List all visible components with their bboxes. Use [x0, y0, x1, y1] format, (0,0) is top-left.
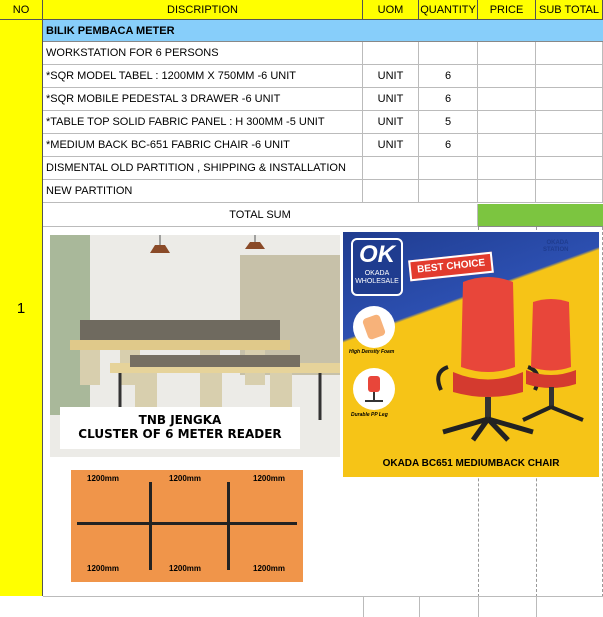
price-cell — [478, 88, 536, 111]
header-no: NO — [0, 0, 43, 20]
plan-dim: 1200mm — [87, 564, 120, 573]
quantity-cell: 6 — [419, 88, 478, 111]
description-cell: WORKSTATION FOR 6 PERSONS — [43, 42, 363, 65]
logo-text: OK — [359, 241, 395, 268]
ad-footer: OKADA BC651 MEDIUMBACK CHAIR — [343, 449, 599, 477]
subtotal-cell — [536, 88, 603, 111]
uom-cell — [363, 157, 419, 180]
caption-line-1: TNB JENGKA — [138, 413, 222, 427]
header-description: DISCRIPTION — [43, 0, 363, 20]
description-cell: *SQR MOBILE PEDESTAL 3 DRAWER -6 UNIT — [43, 88, 363, 111]
caption-line-2: CLUSTER OF 6 METER READER — [78, 427, 282, 441]
brand-logo — [351, 238, 403, 296]
plan-divider — [149, 482, 152, 570]
uom-cell: UNIT — [363, 65, 419, 88]
header-quantity: QUANTITY — [419, 0, 478, 20]
plan-dim: 1200mm — [253, 564, 286, 573]
description-cell: *SQR MODEL TABEL : 1200MM X 750MM -6 UNIT — [43, 65, 363, 88]
total-label: TOTAL SUM — [43, 204, 478, 227]
chair-advertisement — [343, 232, 599, 477]
price-cell — [478, 111, 536, 134]
description-cell: NEW PARTITION — [43, 180, 363, 203]
section-title-row — [43, 20, 603, 42]
quantity-cell: 5 — [419, 111, 478, 134]
uom-cell: UNIT — [363, 134, 419, 157]
description-cell: *TABLE TOP SOLID FABRIC PANEL : H 300MM -5 UNIT — [43, 111, 363, 134]
layout-plan — [71, 470, 303, 582]
foam-feature-icon — [353, 306, 395, 348]
leg-feature-icon — [353, 368, 395, 410]
description-cell: *MEDIUM BACK BC-651 FABRIC CHAIR -6 UNIT — [43, 134, 363, 157]
price-cell — [478, 42, 536, 65]
workstation-image — [50, 235, 340, 457]
empty-row — [43, 596, 603, 617]
price-cell — [478, 180, 536, 203]
item-number-cell — [0, 20, 43, 596]
corner-brand — [543, 240, 568, 254]
best-choice-badge: BEST CHOICE — [408, 252, 494, 282]
price-cell — [478, 157, 536, 180]
feature-foam-label: High Density Foam — [349, 349, 395, 355]
header-uom: UOM — [363, 0, 419, 20]
subtotal-cell — [536, 134, 603, 157]
subtotal-cell — [536, 42, 603, 65]
subtotal-cell — [536, 157, 603, 180]
chair-illustration — [423, 272, 593, 442]
plan-dim: 1200mm — [87, 474, 120, 483]
total-value-cell — [478, 204, 603, 227]
header-price: PRICE — [478, 0, 536, 20]
workstation-caption — [60, 407, 300, 449]
header-subtotal: SUB TOTAL — [536, 0, 603, 20]
subtotal-cell — [536, 65, 603, 88]
feature-leg-label: Durable PP Leg — [351, 412, 388, 418]
plan-dim: 1200mm — [169, 564, 202, 573]
brand-line-2: WHOLESALE — [355, 278, 399, 285]
section-title: BILIK PEMBACA METER — [46, 24, 175, 37]
subtotal-cell — [536, 111, 603, 134]
plan-dim: 1200mm — [169, 474, 202, 483]
quantity-cell — [419, 42, 478, 65]
plan-divider — [227, 482, 230, 570]
quantity-cell — [419, 157, 478, 180]
corner-brand-line-1: OKADA — [546, 240, 569, 246]
item-number: 1 — [16, 299, 26, 317]
quantity-cell: 6 — [419, 65, 478, 88]
quantity-cell: 6 — [419, 134, 478, 157]
corner-brand-line-2: STATION — [543, 247, 569, 253]
uom-cell — [363, 42, 419, 65]
plan-dim: 1200mm — [253, 474, 286, 483]
uom-cell — [363, 180, 419, 203]
plan-divider — [77, 522, 297, 525]
price-cell — [478, 65, 536, 88]
uom-cell: UNIT — [363, 111, 419, 134]
subtotal-cell — [536, 180, 603, 203]
uom-cell: UNIT — [363, 88, 419, 111]
brand-line-1: OKADA — [364, 270, 390, 277]
description-cell: DISMENTAL OLD PARTITION , SHIPPING & INSTALLATION — [43, 157, 363, 180]
price-cell — [478, 134, 536, 157]
quantity-cell — [419, 180, 478, 203]
